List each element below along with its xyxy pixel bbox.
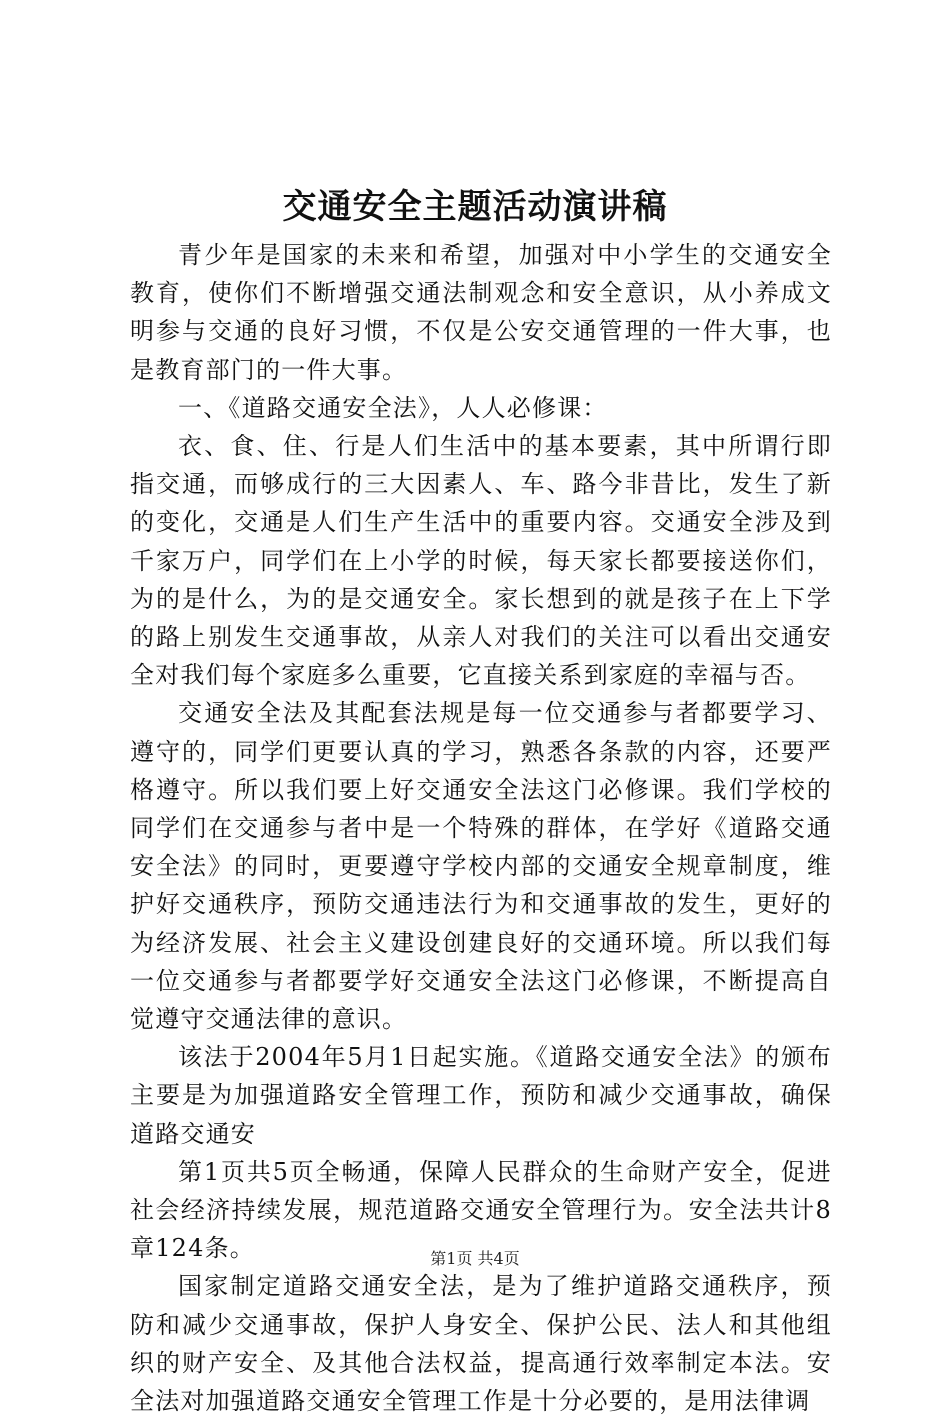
paragraph-intro: 青少年是国家的未来和希望，加强对中小学生的交通安全教育，使你们不断增强交通法制观念和安全意识，从小养成文明参与交通的良好习惯，不仅是公安交通管理的一件大事，也是教育部门的一件大事。 [130, 241, 832, 384]
paragraph-law-purpose: 国家制定道路交通安全法，是为了维护道路交通秩序，预防和减少交通事故，保护人身安全、保护公民、法人和其他组织的财产安全、及其他合法权益，提高通行效率制定本法。安全法对加强道路交通安全管理工作是十分必要的，是用法律调 [130, 1272, 832, 1416]
paragraph-basic-elements: 衣、食、住、行是人们生活中的基本要素，其中所谓行即指交通，而够成行的三大因素人、车、路今非昔比，发生了新的变化，交通是人们生产生活中的重要内容。交通安全涉及到千家万户，同学们在上小学的时候，每天家长都要接送你们，为的是什么，为的是交通安全。家长想到的就是孩子在上下学的路上别发生交通事故，从亲人对我们的关注可以看出交通安全对我们每个家庭多么重要，它直接关系到家庭的幸福与否。 [130, 432, 832, 690]
paragraph-law-effective: 该法于2004年5月1日起实施。《道路交通安全法》的颁布主要是为加强道路安全管理工作，预防和减少交通事故，确保道路交通安 [130, 1043, 832, 1148]
page-number-footer: 第1页 共4页 [430, 1249, 520, 1268]
paragraph-safety-law: 交通安全法及其配套法规是每一位交通参与者都要学习、遵守的，同学们更要认真的学习，熟悉各条款的内容，还要严格遵守。所以我们要上好交通安全法这门必修课。我们学校的同学们在交通参与者中是一个特殊的群体，在学好《道路交通安全法》的同时，更要遵守学校内部的交通安全规章制度，维护好交通秩序，预防交通违法行为和交通事故的发生，更好的为经济发展、社会主义建设创建良好的交通环境。所以我们每一位交通参与者都要学好交通安全法这门必修课，不断提高自觉遵守交通法律的意识。 [130, 699, 832, 1034]
document-body [130, 236, 832, 1420]
document-title: 交通安全主题活动演讲稿 [282, 187, 668, 227]
section-heading-1: 一、《道路交通安全法》，人人必修课： [178, 393, 608, 422]
paragraph-law-chapters: 第1页共5页全畅通，保障人民群众的生命财产安全，促进社会经济持续发展，规范道路交通安全管理行为。安全法共计8章124条。 [130, 1157, 832, 1263]
